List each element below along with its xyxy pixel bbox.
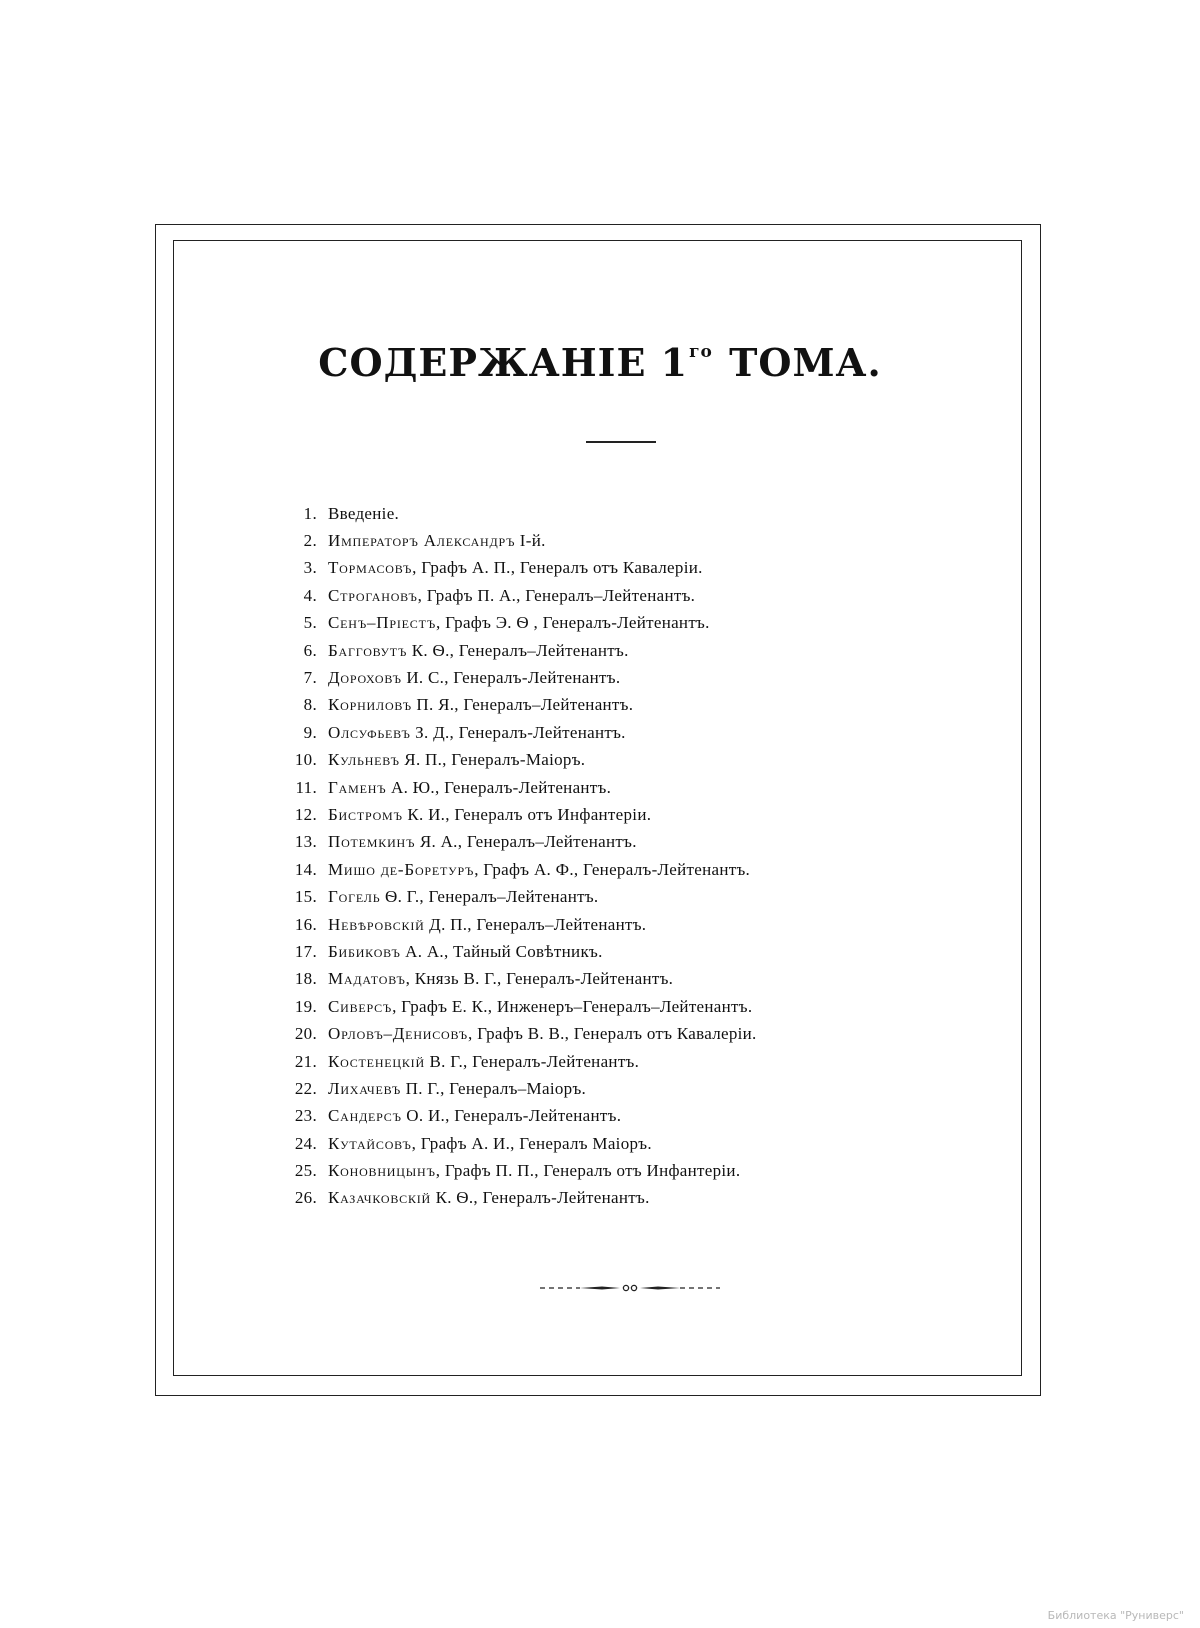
entry-description: , Графъ Е. К., Инженеръ–Генералъ–Лейтенантъ.	[392, 996, 753, 1016]
entry-description: , Князь В. Г., Генералъ-Лейтенантъ.	[405, 969, 674, 989]
list-item	[280, 856, 920, 883]
entry-text	[328, 1079, 586, 1099]
entry-description: К. Ѳ., Генералъ-Лейтенантъ.	[431, 1188, 650, 1208]
entry-text	[328, 723, 626, 743]
entry-number: 8.	[303, 695, 317, 715]
entry-text	[328, 695, 633, 715]
entry-number: 23.	[294, 1106, 317, 1126]
entry-description: К. Ѳ., Генералъ–Лейтенантъ.	[407, 640, 629, 660]
entry-name: Сиверсъ	[328, 996, 393, 1016]
entry-text	[328, 1161, 740, 1181]
list-item	[280, 1020, 920, 1047]
entry-name: Корниловъ	[328, 695, 412, 715]
entry-description: Я. П., Генералъ-Маіоръ.	[399, 750, 586, 770]
entry-description: В. Г., Генералъ-Лейтенантъ.	[424, 1051, 640, 1071]
entry-text	[328, 641, 629, 661]
decorative-ornament-icon	[540, 1282, 720, 1294]
list-item	[280, 774, 920, 801]
entry-description: I-й.	[515, 531, 546, 551]
entry-name: Коновницынъ	[328, 1161, 436, 1181]
list-item	[280, 883, 920, 910]
list-item	[280, 692, 920, 719]
entry-description: А. А., Тайный Совѣтникъ.	[400, 941, 603, 961]
entry-number: 18.	[294, 969, 317, 989]
entry-number: 11.	[295, 777, 317, 797]
entry-text	[328, 860, 750, 880]
title-underline-rule	[586, 441, 656, 443]
entry-name: Бибиковъ	[328, 941, 401, 961]
entry-name: Костенецкій	[328, 1051, 425, 1071]
title-main: СОДЕРЖАНІЕ 1	[318, 340, 689, 385]
entry-number: 6.	[303, 640, 317, 660]
entry-number: 19.	[294, 996, 317, 1016]
list-item	[280, 1103, 920, 1130]
entry-description: , Графъ А. И., Генералъ Маіоръ.	[411, 1133, 652, 1153]
entry-description: Я. А., Генералъ–Лейтенантъ.	[415, 832, 637, 852]
list-item	[280, 664, 920, 691]
table-of-contents	[280, 500, 920, 1212]
entry-text	[328, 942, 603, 962]
entry-name: Сенъ–Пріестъ	[328, 613, 436, 633]
entry-name: Потемкинъ	[328, 832, 416, 852]
entry-description: Ѳ. Г., Генералъ–Лейтенантъ.	[380, 887, 599, 907]
entry-number: 22.	[294, 1078, 317, 1098]
entry-name: Олсуфьевъ	[328, 722, 411, 742]
entry-text	[328, 1188, 650, 1208]
entry-name: Невѣровскій	[328, 914, 425, 934]
entry-number: 16.	[294, 914, 317, 934]
entry-number: 4.	[303, 585, 317, 605]
entry-name: Императоръ Александръ	[328, 531, 516, 551]
entry-name: Дороховъ	[328, 668, 402, 688]
entry-name: Сандерсъ	[328, 1106, 402, 1126]
entry-description: , Графъ А. П., Генералъ отъ Кавалеріи.	[412, 558, 703, 578]
entry-text	[328, 1024, 757, 1044]
entry-text	[328, 1106, 621, 1126]
list-item	[280, 500, 920, 527]
entry-number: 7.	[303, 668, 317, 688]
entry-text	[328, 531, 546, 551]
list-item	[280, 610, 920, 637]
entry-description: О. И., Генералъ-Лейтенантъ.	[401, 1106, 622, 1126]
entry-number: 9.	[303, 722, 317, 742]
list-item	[280, 637, 920, 664]
entry-number: 25.	[294, 1161, 317, 1181]
entry-number: 24.	[294, 1133, 317, 1153]
entry-name: Кульневъ	[328, 750, 400, 770]
list-item	[280, 1075, 920, 1102]
entry-number: 14.	[294, 859, 317, 879]
entry-name: Багговутъ	[328, 640, 408, 660]
entry-number: 15.	[294, 887, 317, 907]
list-item	[280, 555, 920, 582]
entry-description: , Графъ П. А., Генералъ–Лейтенантъ.	[417, 585, 696, 605]
list-item	[280, 719, 920, 746]
entry-text	[328, 613, 710, 633]
entry-number: 10.	[294, 750, 317, 770]
entry-text	[328, 832, 637, 852]
entry-name: Кутайсовъ	[328, 1133, 412, 1153]
entry-text	[328, 887, 598, 907]
entry-number: 5.	[303, 613, 317, 633]
entry-description: П. Г., Генералъ–Маіоръ.	[401, 1078, 587, 1098]
entry-text	[328, 997, 752, 1017]
entry-number: 2.	[303, 531, 317, 551]
entry-name: Тормасовъ	[328, 558, 413, 578]
entry-name: Гаменъ	[328, 777, 387, 797]
entry-text	[328, 586, 695, 606]
entry-text	[328, 915, 646, 935]
entry-description: , Графъ А. Ф., Генералъ-Лейтенантъ.	[474, 859, 751, 879]
entry-number: 26.	[294, 1188, 317, 1208]
entry-description: Введеніе.	[328, 503, 400, 523]
entry-description: И. С., Генералъ-Лейтенантъ.	[401, 668, 621, 688]
list-item	[280, 527, 920, 554]
list-item	[280, 1185, 920, 1212]
entry-description: , Графъ В. В., Генералъ отъ Кавалеріи.	[467, 1024, 757, 1044]
entry-description: П. Я., Генералъ–Лейтенантъ.	[411, 695, 634, 715]
entry-description: А. Ю., Генералъ-Лейтенантъ.	[386, 777, 612, 797]
list-item	[280, 1157, 920, 1184]
page-title	[0, 340, 1200, 385]
entry-description: Д. П., Генералъ–Лейтенантъ.	[424, 914, 647, 934]
entry-name: Орловъ–Денисовъ	[328, 1024, 468, 1044]
entry-number: 21.	[294, 1051, 317, 1071]
entry-name: Лихачевъ	[328, 1078, 402, 1098]
entry-text	[328, 750, 585, 770]
entry-description: К. И., Генералъ отъ Инфантеріи.	[402, 804, 652, 824]
list-item	[280, 747, 920, 774]
list-item	[280, 582, 920, 609]
entry-text	[328, 1134, 652, 1154]
entry-text	[328, 558, 703, 578]
entry-name: Строгановъ	[328, 585, 418, 605]
entry-number: 20.	[294, 1024, 317, 1044]
title-superscript: го	[689, 342, 713, 362]
entry-number: 13.	[294, 832, 317, 852]
list-item	[280, 829, 920, 856]
entry-text	[328, 969, 673, 989]
list-item	[280, 993, 920, 1020]
entry-text	[328, 1052, 639, 1072]
list-item	[280, 938, 920, 965]
entry-name: Казачковскій	[328, 1188, 432, 1208]
entry-number: 3.	[303, 558, 317, 578]
entry-description: З. Д., Генералъ-Лейтенантъ.	[410, 722, 626, 742]
entry-name: Мадатовъ	[328, 969, 406, 989]
entry-text	[328, 805, 651, 825]
entry-description: , Графъ Э. Ѳ , Генералъ-Лейтенантъ.	[436, 613, 710, 633]
entry-number: 17.	[294, 941, 317, 961]
title-end: ТОМА.	[729, 340, 882, 385]
entry-name: Мишо де-Боретуръ	[328, 859, 475, 879]
entry-name: Бистромъ	[328, 804, 403, 824]
watermark: Библиотека "Руниверс"	[1047, 1609, 1184, 1622]
entry-number: 1.	[303, 503, 317, 523]
entry-text	[328, 504, 399, 524]
entry-number: 12.	[294, 804, 317, 824]
entry-name: Гогель	[328, 887, 381, 907]
list-item	[280, 1048, 920, 1075]
list-item	[280, 1130, 920, 1157]
list-item	[280, 911, 920, 938]
list-item	[280, 801, 920, 828]
list-item	[280, 966, 920, 993]
entry-text	[328, 668, 620, 688]
entry-text	[328, 778, 611, 798]
entry-description: , Графъ П. П., Генералъ отъ Инфантеріи.	[435, 1161, 741, 1181]
